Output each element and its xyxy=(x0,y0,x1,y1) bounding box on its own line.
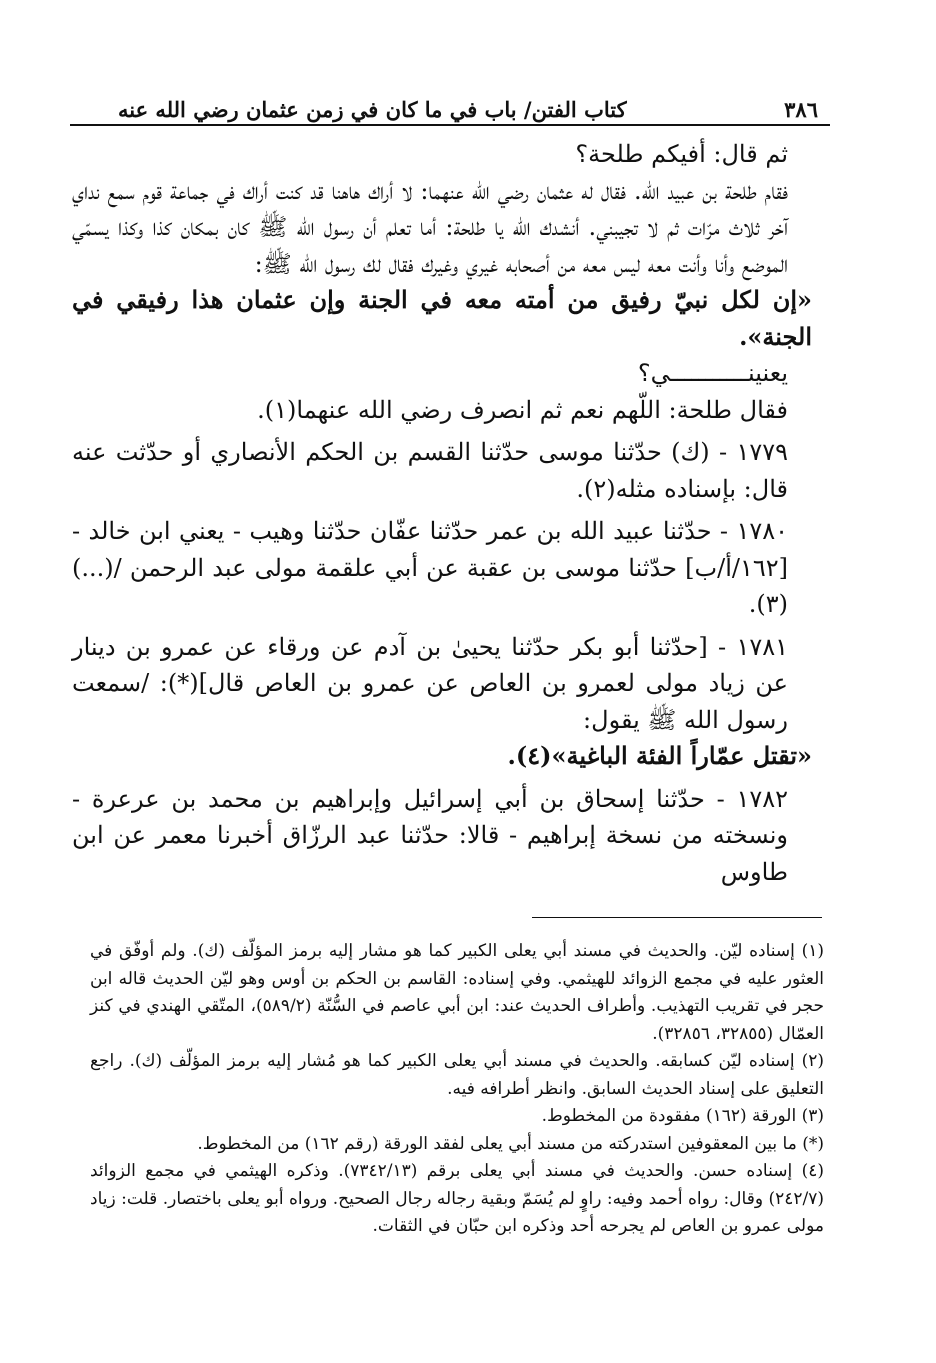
paragraph: يعنينـــــــــــي؟ xyxy=(637,359,788,387)
hadith-1779: ١٧٧٩ - (ك) حدّثنا موسى حدّثنا القسم بن الحكم الأنصاري أو حدّثت عنه قال: بإسناده مثله(٢). xyxy=(72,438,788,503)
running-title: كتاب الفتن/ باب في ما كان في زمن عثمان رضي الله عنه xyxy=(118,97,627,122)
paragraph: فقام طلحة بن عبيد الله. فقال له عثمان رضي الله عنهما: لا أراك هاهنا قد كنت أراك في جماعة قوم سمع نداي آخر ثلاث مرّات ثم لا تجيبني. أنشدك الله يا طلحة: أما تعلم أن رسول الله ﷺ كان بمكان كذا وكذا يسمّي الموضع وأنا وأنت معه ليس معه من أصحابه غيري وغيرك فقال لك رسول الله ﷺ: xyxy=(72,176,788,278)
header-rule xyxy=(70,124,830,126)
footnote-1: (١) إسناده ليّن. والحديث في مسند أبي يعلى الكبير كما هو مشار إليه برمز المؤلّف (ك). ولم أوفّق في العثور عليه في مجمع الزوائد للهيثمي. وفي إسناده: القاسم بن الحكم بن أوس وهو ليّن الحديث قاله ابن حجر في تقريب التهذيب. وأطراف الحديث عند: ابن أبي عاصم في السُّنّة (٥٨٩/٢)، المتّقي الهندي في كنز العمّال (٣٢٨٥٥، ٣٢٨٥٦). xyxy=(90,941,824,1044)
hadith-1782: ١٧٨٢ - حدّثنا إسحاق بن أبي إسرائيل وإبراهيم بن محمد بن عرعرة - ونسخته من نسخة إبراهيم - قالا: حدّثنا عبد الرزّاق أخبرنا معمر عن ابن طاوس xyxy=(72,784,788,886)
footnote-star: (*) ما بين المعقوفين استدركته من مسند أبي يعلى لفقد الورقة (رقم ١٦٢) من المخطوط. xyxy=(197,1133,824,1154)
page-number: ٣٨٦ xyxy=(784,97,818,122)
paragraph: ثم قال: أفيكم طلحة؟ xyxy=(575,140,788,168)
page-header xyxy=(118,88,818,122)
hadith-quote: «تقتل عمّاراً الفئة الباغية»(٤). xyxy=(507,741,812,770)
footnote-3: (٣) الورقة (١٦٢) مفقودة من المخطوط. xyxy=(541,1106,824,1126)
paragraph: فقال طلحة: اللّهم نعم ثم انصرف رضي الله عنهما(١). xyxy=(257,395,788,424)
hadith-1780: ١٧٨٠ - حدّثنا عبيد الله بن عمر حدّثنا عفّان حدّثنا وهيب - يعني ابن خالد - [١٦٢/أ/ب] حدّثنا موسى بن عقبة عن أبي علقمة مولى عبد الرحمن /(...)(٣). xyxy=(72,517,788,618)
footnotes xyxy=(90,938,824,1241)
footnote-2: (٢) إسناده ليّن كسابقه. والحديث في مسند أبي يعلى الكبير كما هو مُشار إليه برمز المؤلّف (ك). راجع التعليق على إسناد الحديث السابق. وانظر أطرافه فيه. xyxy=(90,1051,824,1099)
footnote-rule xyxy=(532,917,822,918)
main-text xyxy=(72,136,812,890)
hadith-1781: ١٧٨١ - [حدّثنا أبو بكر حدّثنا يحيىٰ بن آدم عن ورقاء عن عمرو بن دينار عن زياد مولى لعمرو بن العاص عن عمرو بن العاص قال](*): /سمعت رسول الله ﷺ يقول: xyxy=(72,632,788,734)
hadith-quote: «إن لكل نبيّ رفيق من أمته معه في الجنة وإن عثمان هذا رفيقي في الجنة». xyxy=(72,285,812,351)
footnote-4: (٤) إسناده حسن. والحديث في مسند أبي يعلى برقم (٧٣٤٢/١٣). وذكره الهيثمي في مجمع الزوائد (٢٤٢/٧) وقال: رواه أحمد وفيه: راوٍ لم يُسَمّ وبقية رجاله رجال الصحيح. ورواه أبو يعلى باختصار. قلت: زياد مولى عمرو بن العاص لم يجرحه أحد وذكره ابن حبّان في الثقات. xyxy=(90,1161,824,1236)
